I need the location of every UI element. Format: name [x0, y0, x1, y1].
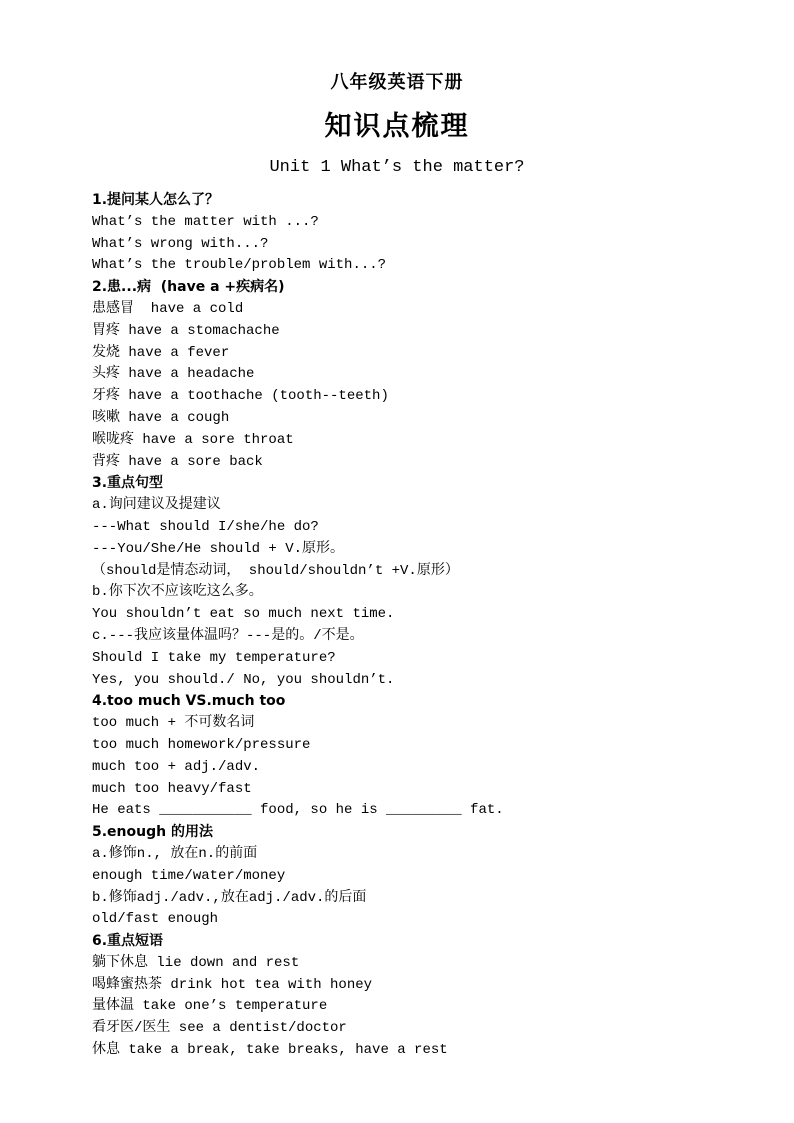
- section-line: much too heavy/fast: [92, 780, 252, 797]
- section-line: 牙疼 have a toothache (tooth--teeth): [92, 388, 389, 405]
- section-heading: 2.患...病 (have a +疾病名): [92, 279, 285, 296]
- section-line: 胃疼 have a stomachache: [92, 322, 280, 339]
- section-line: 看牙医/医生 see a dentist/doctor: [92, 1020, 347, 1037]
- section-line: Yes, you should./ No, you shouldn’t.: [92, 671, 395, 688]
- section-line: What’s wrong with...?: [92, 235, 269, 252]
- section-line: 喉咙疼 have a sore throat: [92, 431, 294, 448]
- section-line: What’s the trouble/problem with...?: [92, 257, 387, 274]
- grade-title: 八年级英语下册: [330, 72, 464, 93]
- section-line: 咳嗽 have a cough: [92, 409, 230, 426]
- section-line: 背疼 have a sore back: [92, 453, 263, 470]
- section-heading: 1.提问某人怎么了？: [92, 192, 220, 208]
- section-line: a.修饰n., 放在n.的前面: [92, 845, 258, 862]
- section-line: 休息 take a break, take breaks, have a rest: [92, 1042, 448, 1059]
- section-line: c.---我应该量体温吗？---是的。/不是。: [92, 627, 364, 644]
- section-line: enough time/water/money: [92, 867, 286, 884]
- section-line: too much + 不可数名词: [92, 715, 255, 732]
- section-line: What’s the matter with ...?: [92, 213, 319, 230]
- section-line: b.修饰adj./adv.,放在adj./adv.的后面: [92, 889, 367, 906]
- section-heading: 5.enough 的用法: [92, 824, 213, 841]
- section-line: Should I take my temperature?: [92, 649, 336, 666]
- section-line: 发烧 have a fever: [92, 344, 230, 361]
- fill-in-blank-line: He eats ___________ food, so he is _________ fat.: [92, 802, 504, 819]
- section-line: ---You/She/He should + V.原形。: [92, 540, 345, 557]
- main-title: 知识点梳理: [324, 111, 470, 142]
- section-line: 躺下休息 lie down and rest: [92, 954, 300, 971]
- section-line: 头疼 have a headache: [92, 366, 255, 383]
- section-line: 喝蜂蜜热茶 drink hot tea with honey: [92, 976, 373, 993]
- section-line: too much homework/pressure: [92, 736, 311, 753]
- section-heading: 6.重点短语: [92, 933, 164, 950]
- section-line: a.询问建议及提建议: [92, 497, 221, 514]
- section-line: ---What should I/she/he do?: [92, 518, 319, 535]
- unit-title: Unit 1 What’s the matter?: [269, 158, 525, 177]
- section-heading: 4.too much VS.much too: [92, 693, 286, 710]
- section-line: much too + adj./adv.: [92, 758, 261, 775]
- section-line: 患感冒 have a cold: [92, 300, 244, 317]
- section-line: b.你下次不应该吃这么多。: [92, 584, 263, 601]
- section-line: old/fast enough: [92, 911, 219, 928]
- notes-content: [92, 190, 772, 1062]
- section-heading: 3.重点句型: [92, 475, 164, 492]
- section-line: 量体温 take one’s temperature: [92, 998, 328, 1015]
- section-line: （should是情态动词， should/shouldn’t +V.原形）: [92, 562, 459, 579]
- section-line: You shouldn’t eat so much next time.: [92, 606, 395, 623]
